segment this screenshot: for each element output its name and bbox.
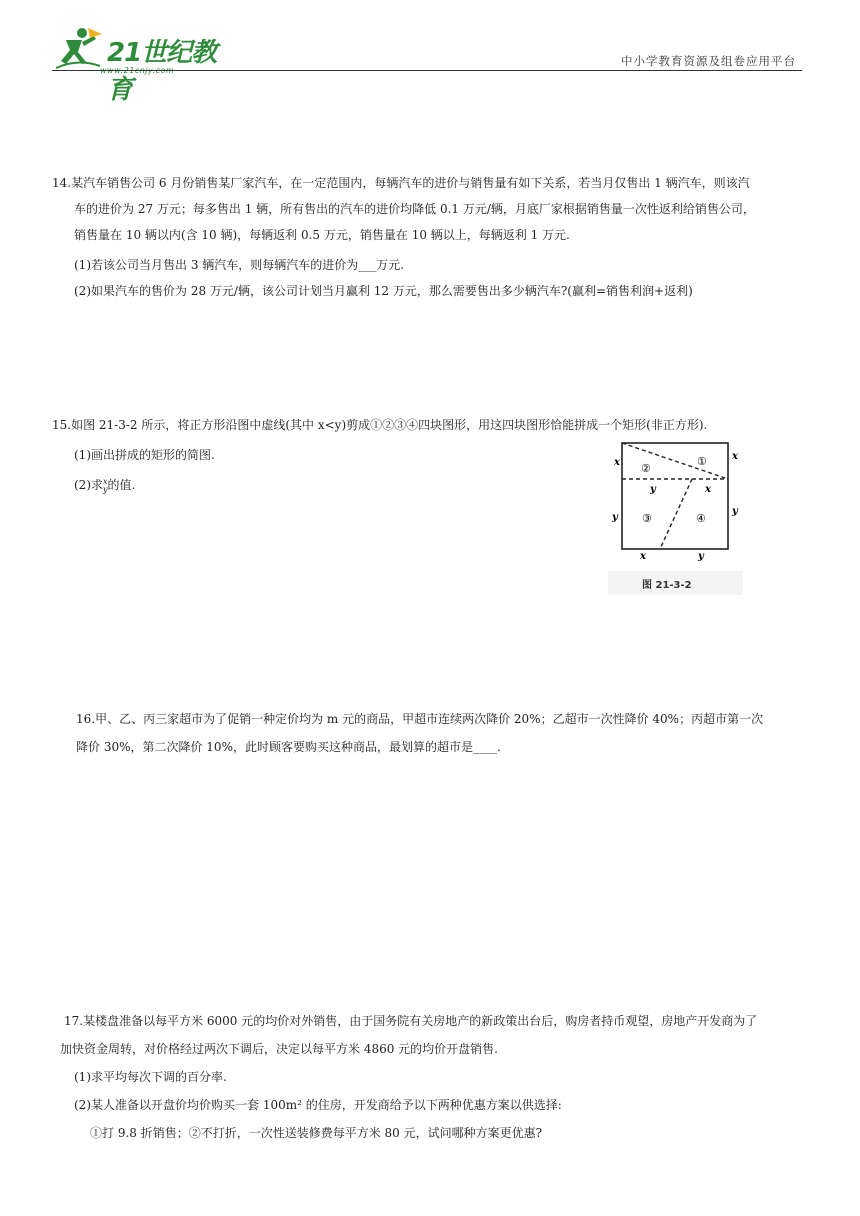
label-y-mid: y <box>650 484 656 495</box>
q16-line-1: 16.甲、乙、丙三家超市为了促销一种定价均为 m 元的商品，甲超市连续两次降价 20%；乙超市一次性降价 40%；丙超市第一次 <box>76 712 764 726</box>
logo-url-text: www.21cnjy.com <box>100 66 175 75</box>
label-x-mid: x <box>705 484 711 495</box>
piece-3-label: ③ <box>642 512 652 525</box>
q15-line-1: 15.如图 21-3-2 所示，将正方形沿图中虚线(其中 x<y)剪成①②③④四块图形，用这四块图形恰能拼成一个矩形(非正方形). <box>52 418 708 432</box>
q14-part-1: (1)若该公司当月售出 3 辆汽车，则每辆汽车的进价为___万元. <box>74 258 405 272</box>
q14-line-3: 销售量在 10 辆以内(含 10 辆)，每辆返利 0.5 万元，销售量在 10 辆以上，每辆返利 1 万元. <box>74 228 570 242</box>
q14-line-2: 车的进价为 27 万元；每多售出 1 辆，所有售出的汽车的进价均降低 0.1 万元/辆，月底厂家根据销售量一次性返利给销售公司， <box>74 202 755 216</box>
q15-part-1: (1)画出拼成的矩形的简图. <box>74 448 215 462</box>
lower-diagonal-cut-line <box>660 479 692 549</box>
square-outline <box>622 443 728 549</box>
q14-line-1: 14.某汽车销售公司 6 月份销售某厂家汽车，在一定范围内，每辆汽车的进价与销售量有如下关系，若当月仅售出 1 辆汽车，则该汽 <box>52 176 750 190</box>
piece-2-label: ② <box>641 462 651 475</box>
label-x-top-right: x <box>732 451 738 462</box>
question-16 <box>76 706 816 760</box>
label-y-left: y <box>612 512 618 523</box>
piece-1-label: ① <box>697 455 707 468</box>
label-y-right: y <box>732 506 738 517</box>
q17-line-2: 加快资金周转，对价格经过两次下调后，决定以每平方米 4860 元的均价开盘销售. <box>60 1042 498 1056</box>
question-17 <box>52 1008 812 1146</box>
q17-line-1: 17.某楼盘准备以每平方米 6000 元的均价对外销售，由于国务院有关房地产的新政策出台后，购房者持币观望，房地产开发商为了 <box>64 1014 758 1028</box>
figure-caption: 图 21-3-2 <box>642 580 692 591</box>
page-header <box>52 18 802 105</box>
logo-main-text: 21世纪教育 <box>107 38 217 105</box>
label-y-bottom: y <box>698 551 704 562</box>
question-14 <box>52 170 812 304</box>
q15-part-2-prefix: (2)求 <box>74 478 103 492</box>
q14-part-2: (2)如果汽车的售价为 28 万元/辆，该公司计划当月赢利 12 万元，那么需要售出多少辆汽车?(赢利=销售利润+返利) <box>74 284 693 298</box>
q17-part-2: (2)某人准备以开盘价均价购买一套 100m² 的住房，开发商给予以下两种优惠方案以供选择: <box>74 1098 562 1112</box>
runner-logo-icon <box>52 26 104 72</box>
label-x-bottom: x <box>640 551 646 562</box>
q16-line-2: 降价 30%，第二次降价 10%，此时顾客要购买这种商品，最划算的超市是____. <box>76 740 501 754</box>
piece-4-label: ④ <box>696 512 706 525</box>
platform-title: 中小学教育资源及组卷应用平台 <box>621 54 796 68</box>
fraction-denominator: y <box>103 484 108 494</box>
fraction-numerator: x <box>103 476 108 486</box>
q17-part-2-options: ①打 9.8 折销售；②不打折，一次性送装修费每平方米 80 元，试问哪种方案更优惠? <box>90 1126 543 1140</box>
label-x-top-left: x <box>614 457 620 468</box>
site-logo[interactable] <box>52 26 232 105</box>
figure-21-3-2 <box>608 440 743 595</box>
upper-diagonal-cut-line <box>622 443 728 479</box>
q17-part-1: (1)求平均每次下调的百分率. <box>74 1070 227 1084</box>
header-divider <box>52 70 802 71</box>
q15-part-2-suffix: 的值. <box>107 478 136 492</box>
square-cut-diagram <box>608 440 743 595</box>
